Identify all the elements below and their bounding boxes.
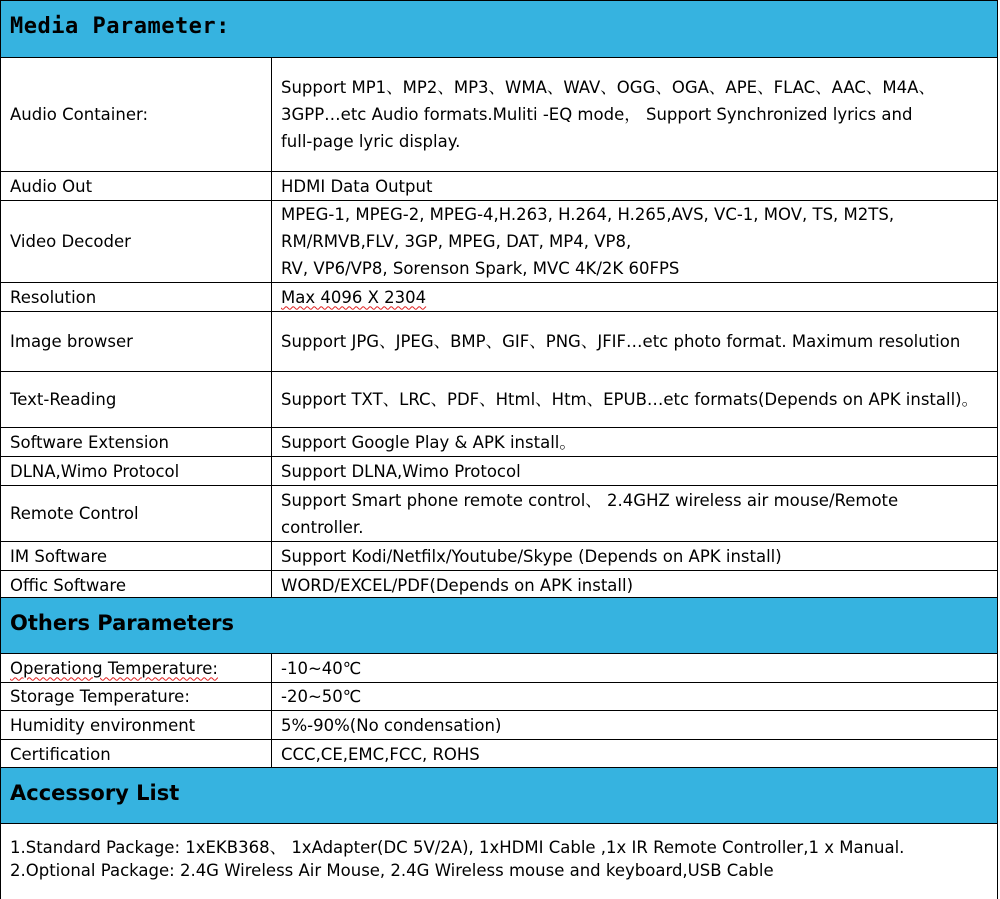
row-value: -10~40℃ bbox=[272, 654, 998, 683]
row-label: Storage Temperature: bbox=[1, 683, 272, 711]
row-label: DLNA,Wimo Protocol bbox=[1, 457, 272, 486]
table-row bbox=[1, 571, 998, 600]
media-parameter-table bbox=[0, 57, 998, 600]
row-value: Support Smart phone remote control、 2.4GHZ wireless air mouse/Remote controller. bbox=[272, 486, 998, 542]
table-row bbox=[1, 740, 998, 769]
row-value: Support JPG、JPEG、BMP、GIF、PNG、JFIF…etc photo format. Maximum resolution bbox=[272, 312, 998, 372]
table-row bbox=[1, 312, 998, 372]
section-header-accessory bbox=[0, 767, 998, 824]
table-row bbox=[1, 654, 998, 683]
row-value: 5%-90%(No condensation) bbox=[272, 711, 998, 740]
row-label: Resolution bbox=[1, 283, 272, 312]
row-value: Support TXT、LRC、PDF、Html、Htm、EPUB…etc formats(Depends on APK install)。 bbox=[272, 372, 998, 428]
table-row bbox=[1, 172, 998, 201]
table-row bbox=[1, 542, 998, 571]
table-row bbox=[1, 372, 998, 428]
row-label: Software Extension bbox=[1, 428, 272, 457]
table-row bbox=[1, 201, 998, 283]
section-title-others: Others Parameters bbox=[10, 611, 235, 635]
row-value: Support Kodi/Netfilx/Youtube/Skype (Depends on APK install) bbox=[272, 542, 998, 571]
row-label: Certification bbox=[1, 740, 272, 769]
row-label: Audio Out bbox=[1, 172, 272, 201]
row-value: Support MP1、MP2、MP3、WMA、WAV、OGG、OGA、APE、FLAC、AAC、M4A、 3GPP…etc Audio formats.Muliti -EQ mode， Support Synchronized lyrics and full-page lyric display. bbox=[272, 58, 998, 172]
row-label: Audio Container: bbox=[1, 58, 272, 172]
section-title-accessory: Accessory List bbox=[10, 781, 180, 805]
section-header-others bbox=[0, 597, 998, 654]
table-row bbox=[1, 683, 998, 711]
row-label: Operationg Temperature: bbox=[1, 654, 272, 683]
section-title-media: Media Parameter: bbox=[10, 14, 230, 39]
table-row bbox=[1, 457, 998, 486]
row-value: MPEG-1, MPEG-2, MPEG-4,H.263, H.264, H.265,AVS, VC-1, MOV, TS, M2TS, RM/RMVB,FLV, 3GP, MPEG, DAT, MP4, VP8, RV, VP6/VP8, Sorenson Spark, MVC 4K/2K 60FPS bbox=[272, 201, 998, 283]
row-value: CCC,CE,EMC,FCC, ROHS bbox=[272, 740, 998, 769]
row-value: Support DLNA,Wimo Protocol bbox=[272, 457, 998, 486]
row-value: WORD/EXCEL/PDF(Depends on APK install) bbox=[272, 571, 998, 600]
others-parameter-table bbox=[0, 653, 998, 769]
row-value: Max 4096 X 2304 bbox=[272, 283, 998, 312]
row-label: Offic Software bbox=[1, 571, 272, 600]
table-row bbox=[1, 486, 998, 542]
row-value: HDMI Data Output bbox=[272, 172, 998, 201]
table-row bbox=[1, 283, 998, 312]
row-value: Support Google Play & APK install。 bbox=[272, 428, 998, 457]
section-header-media bbox=[0, 0, 998, 58]
table-row bbox=[1, 58, 998, 172]
row-label: Image browser bbox=[1, 312, 272, 372]
accessory-list bbox=[0, 823, 998, 899]
row-label: Text-Reading bbox=[1, 372, 272, 428]
table-row bbox=[1, 428, 998, 457]
row-label: Humidity environment bbox=[1, 711, 272, 740]
row-label: Video Decoder bbox=[1, 201, 272, 283]
row-value: -20~50℃ bbox=[272, 683, 998, 711]
row-label: Remote Control bbox=[1, 486, 272, 542]
list-item: 2.Optional Package: 2.4G Wireless Air Mouse, 2.4G Wireless mouse and keyboard,USB Cable bbox=[10, 861, 774, 880]
list-item: 1.Standard Package: 1xEKB368、 1xAdapter(DC 5V/2A), 1xHDMI Cable ,1x IR Remote Controller,1 x Manual. bbox=[10, 838, 905, 857]
row-label: IM Software bbox=[1, 542, 272, 571]
table-row bbox=[1, 711, 998, 740]
